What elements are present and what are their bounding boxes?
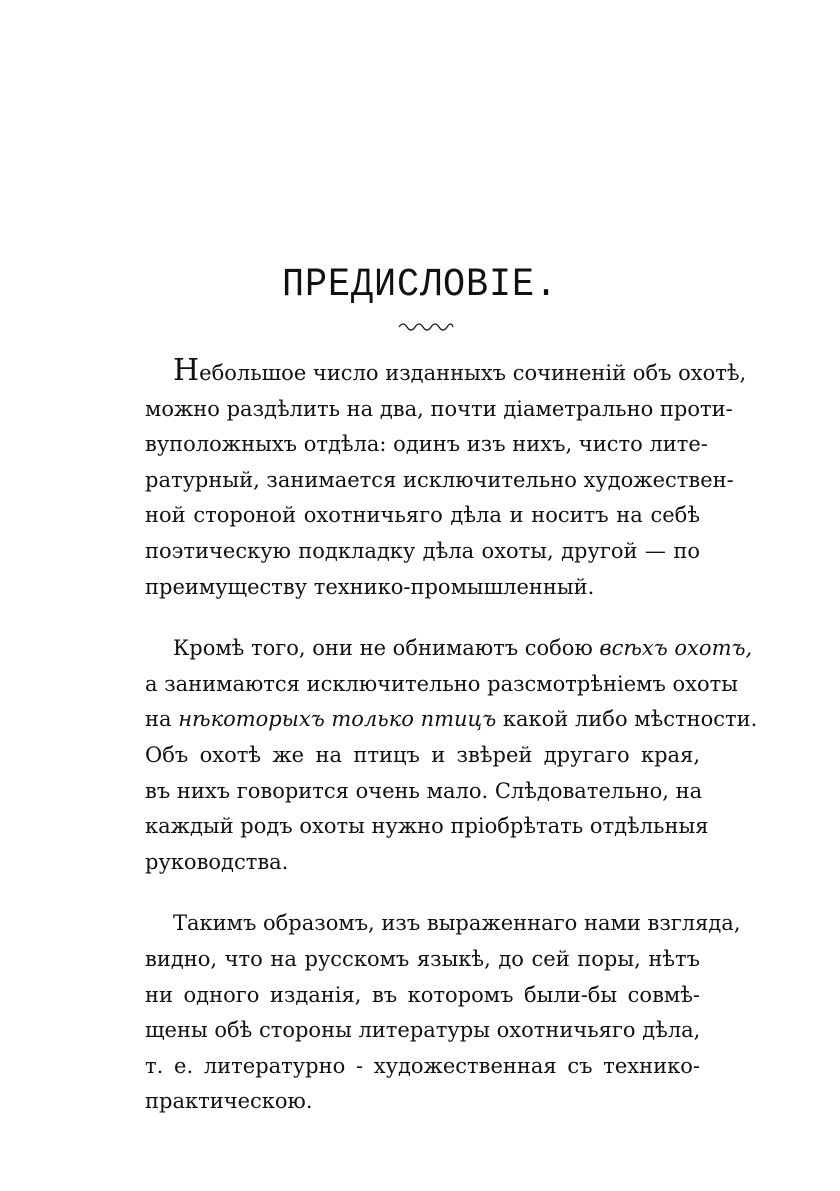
text-line [145,353,747,392]
text-segment: руководства. [145,849,289,874]
paragraph [145,353,747,605]
text-line [145,978,700,1014]
drop-cap: Н [173,353,200,388]
text-line [145,702,758,738]
text-segment: какой либо мѣстности. [496,707,758,732]
text-line [145,570,700,606]
text-segment: въ нихъ говорится очень мало. Слѣдовательно, на [145,778,703,803]
text-segment: т. е. литературно - художественная съ технико- [145,1053,700,1078]
text-line [145,942,700,978]
text-line [145,392,733,428]
text-line [145,1013,700,1049]
italic-text: нѣкоторыхъ только птицъ [178,707,497,732]
text-segment: ной стороной охотничьяго дѣла и носитъ на себѣ [145,503,700,528]
paragraph [145,631,758,880]
text-line [145,427,708,463]
text-line [145,906,741,942]
page-heading: ПРЕДИСЛОВІЕ. [281,263,559,308]
text-segment: поэтическую подкладку дѣла охоты, другой — по [145,538,700,563]
text-line [145,667,738,703]
text-segment: каждый родъ охоты нужно пріобрѣтать отдѣльныя [145,814,709,839]
preface-body [145,353,758,1146]
wave-ornament-icon [398,320,454,332]
text-segment: ни одного изданія, въ которомъ были-бы совмѣ- [145,982,700,1007]
text-line [145,498,700,534]
text-segment: вуположныхъ отдѣла: одинъ изъ нихъ, чисто лите- [145,432,708,457]
text-segment: видно, что на русскомъ языкѣ, до сей поры, нѣтъ [145,946,700,971]
italic-text: всѣхъ охотъ, [599,636,753,661]
text-line [145,774,703,810]
text-segment: ратурный, занимается исключительно художествен- [145,467,734,492]
text-segment: Такимъ образомъ, изъ выраженнаго нами взгляда, [173,911,741,936]
text-segment: преимуществу технико-промышленный. [145,574,595,599]
text-line [145,1084,700,1120]
text-line [145,631,753,667]
text-line [145,809,709,845]
text-line [145,1049,700,1085]
text-segment: практическою. [145,1089,313,1114]
text-line [145,738,700,774]
text-segment: на [145,707,179,732]
text-line [145,534,700,570]
text-line [145,463,734,499]
text-segment: можно раздѣлить на два, почти діаметрально проти- [145,396,733,421]
text-segment: ебольшое число изданныхъ сочиненій объ охотѣ, [199,361,747,385]
text-segment: Объ охотѣ же на птицъ и звѣрей другаго края, [145,742,700,767]
paragraph [145,906,741,1120]
text-segment: а занимаются исключительно разсмотрѣніемъ охоты [145,671,738,696]
text-segment: Кромѣ того, они не обнимаютъ собою [173,636,600,661]
text-line [145,845,700,881]
text-segment: щены обѣ стороны литературы охотничьяго дѣла, [145,1018,701,1043]
